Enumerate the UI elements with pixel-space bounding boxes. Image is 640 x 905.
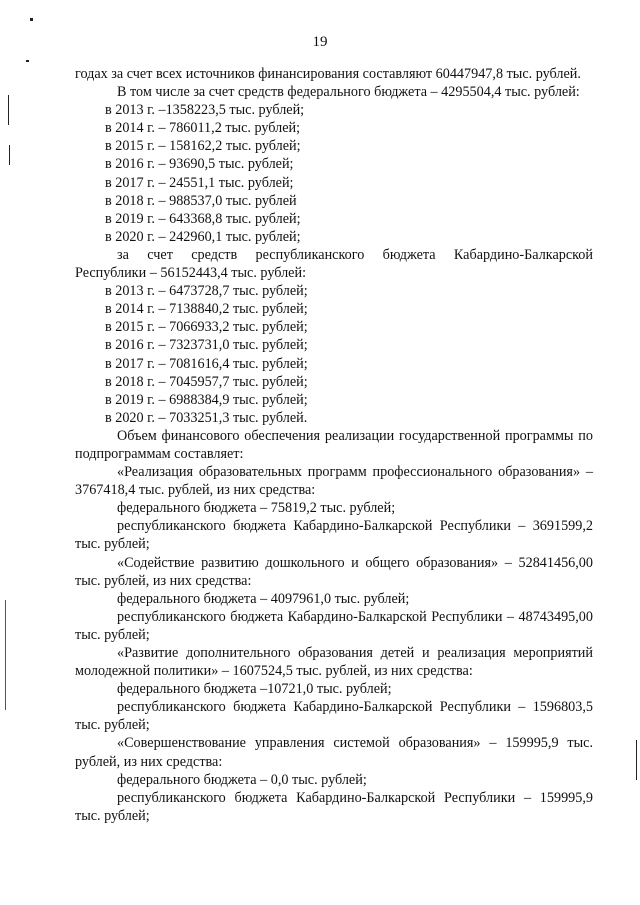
- subprogram-federal: федерального бюджета – 0,0 тыс. рублей;: [117, 771, 367, 788]
- list-item: в 2013 г. –1358223,5 тыс. рублей;: [105, 102, 305, 119]
- subprogram-title: «Развитие дополнительного образования детей и реализация мероприятий молодежной политики» – 1607524,5 тыс. рублей, из них средства:: [75, 645, 593, 680]
- list-item: в 2013 г. – 6473728,7 тыс. рублей;: [105, 283, 308, 300]
- scan-artifact: [9, 145, 10, 165]
- list-item: в 2020 г. – 7033251,3 тыс. рублей.: [105, 409, 308, 426]
- list-item: в 2015 г. – 158162,2 тыс. рублей;: [105, 138, 301, 155]
- list-item: в 2017 г. – 7081616,4 тыс. рублей;: [105, 355, 308, 372]
- list-item: в 2016 г. – 7323731,0 тыс. рублей;: [105, 337, 308, 354]
- republic-total: за счет средств республиканского бюджета Кабардино-Балкарской Республики – 56152443,4 тыс. рублей:: [75, 246, 593, 282]
- federal-total: В том числе за счет средств федерального бюджета – 4295504,4 тыс. рублей:: [117, 84, 580, 101]
- list-item: в 2016 г. – 93690,5 тыс. рублей;: [105, 156, 294, 173]
- subprogram-block: [75, 644, 593, 734]
- subprogram-federal: федерального бюджета –10721,0 тыс. рублей;: [117, 681, 392, 698]
- subprogram-republic: республиканского бюджета Кабардино-Балкарской Республики – 1596803,5 тыс. рублей;: [75, 699, 593, 734]
- list-item: в 2020 г. – 242960,1 тыс. рублей;: [105, 228, 301, 245]
- list-item: в 2018 г. – 7045957,7 тыс. рублей;: [105, 373, 308, 390]
- page-number: 19: [312, 34, 328, 50]
- subprogram-title: «Содействие развитию дошкольного и общего образования» – 52841456,00 тыс. рублей, из них средства:: [75, 554, 593, 589]
- subprogram-block: [75, 463, 593, 553]
- subprogram-republic: республиканского бюджета Кабардино-Балкарской Республики – 48743495,00 тыс. рублей;: [75, 608, 593, 643]
- subprograms-intro: Объем финансового обеспечения реализации государственной программы по подпрограммам составляет:: [75, 427, 593, 462]
- subprogram-federal: федерального бюджета – 75819,2 тыс. рублей;: [117, 500, 396, 517]
- list-item: в 2019 г. – 643368,8 тыс. рублей;: [105, 210, 301, 227]
- list-item: в 2014 г. – 7138840,2 тыс. рублей;: [105, 301, 308, 318]
- subprogram-republic: республиканского бюджета Кабардино-Балкарской Республики – 159995,9 тыс. рублей;: [75, 789, 593, 824]
- republic-years-list: [75, 282, 593, 427]
- intro-line: годах за счет всех источников финансирования составляют 60447947,8 тыс. рублей.: [75, 66, 581, 82]
- federal-years-list: [75, 101, 593, 246]
- subprogram-title: «Совершенствование управления системой образования» – 159995,9 тыс. рублей, из них средства:: [75, 735, 593, 770]
- subprogram-republic: республиканского бюджета Кабардино-Балкарской Республики – 3691599,2 тыс. рублей;: [75, 518, 593, 553]
- list-item: в 2014 г. – 786011,2 тыс. рублей;: [105, 120, 301, 137]
- scan-artifact: [636, 740, 637, 780]
- subprogram-block: [75, 734, 593, 824]
- scan-artifact: [26, 60, 29, 62]
- scan-artifact: [5, 600, 6, 710]
- subprogram-block: [75, 554, 593, 644]
- subprogram-title: «Реализация образовательных программ профессионального образования» – 3767418,4 тыс. рублей, из них средства:: [75, 464, 593, 499]
- document-body: [75, 65, 593, 825]
- list-item: в 2015 г. – 7066933,2 тыс. рублей;: [105, 319, 308, 336]
- scan-artifact: [8, 95, 9, 125]
- list-item: в 2019 г. – 6988384,9 тыс. рублей;: [105, 391, 308, 408]
- list-item: в 2018 г. – 988537,0 тыс. рублей: [105, 192, 297, 209]
- subprogram-federal: федерального бюджета – 4097961,0 тыс. рублей;: [117, 590, 410, 607]
- scan-artifact: [30, 18, 33, 21]
- list-item: в 2017 г. – 24551,1 тыс. рублей;: [105, 174, 294, 191]
